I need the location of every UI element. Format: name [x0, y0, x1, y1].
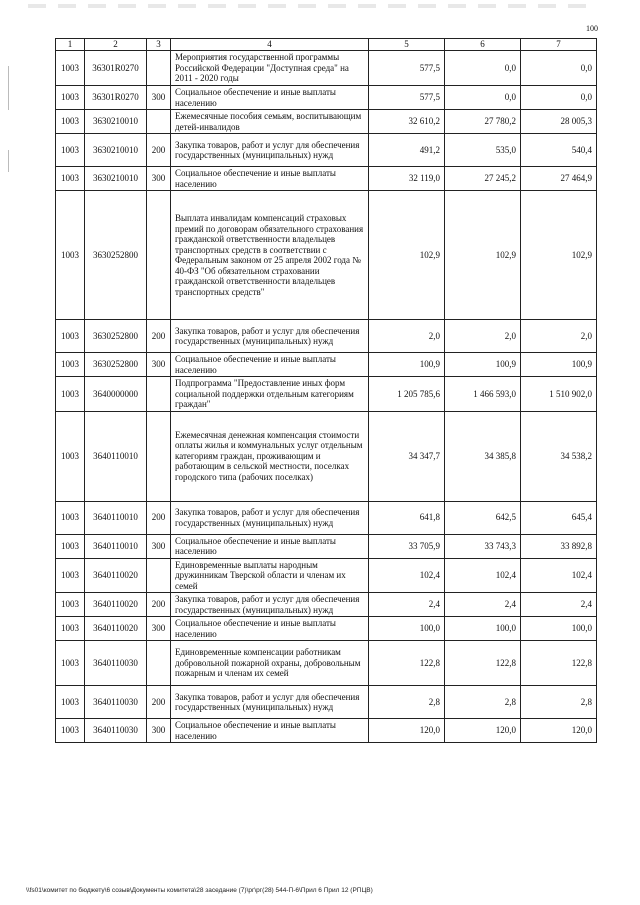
cell-description: Социальное обеспечение и иные выплаты населению [171, 167, 369, 191]
cell-target-article: 3640110020 [85, 617, 147, 641]
cell-section-code: 1003 [56, 167, 85, 191]
cell-amount-year-3: 27 464,9 [521, 167, 597, 191]
table-row [56, 377, 597, 412]
cell-target-article: 3630210010 [85, 134, 147, 167]
cell-target-article: 3630210010 [85, 167, 147, 191]
cell-target-article: 3640110020 [85, 593, 147, 617]
cell-amount-year-2: 100,0 [445, 617, 521, 641]
cell-expense-type [147, 377, 171, 412]
col-header-7: 7 [521, 39, 597, 51]
table-row [56, 191, 597, 320]
table-row [56, 411, 597, 501]
col-header-4: 4 [171, 39, 369, 51]
cell-description: Социальное обеспечение и иные выплаты населению [171, 719, 369, 743]
cell-amount-year-3: 2,0 [521, 320, 597, 353]
cell-section-code: 1003 [56, 617, 85, 641]
scan-artifact [28, 4, 598, 8]
table-row [56, 353, 597, 377]
cell-description: Ежемесячная денежная компенсация стоимости оплаты жилья и коммунальных услуг отдельным категориям граждан, проживающим и работающим в сельской местности, поселках городского типа (рабочих поселках) [171, 411, 369, 501]
cell-expense-type: 200 [147, 593, 171, 617]
cell-expense-type: 300 [147, 353, 171, 377]
cell-section-code: 1003 [56, 719, 85, 743]
table-row [56, 134, 597, 167]
cell-amount-year-3: 2,4 [521, 593, 597, 617]
cell-section-code: 1003 [56, 320, 85, 353]
table-row [56, 558, 597, 593]
cell-amount-year-1: 32 610,2 [369, 110, 445, 134]
cell-amount-year-2: 2,0 [445, 320, 521, 353]
cell-target-article: 3630252800 [85, 191, 147, 320]
cell-expense-type: 300 [147, 617, 171, 641]
cell-amount-year-2: 122,8 [445, 641, 521, 686]
budget-table [55, 38, 597, 743]
cell-amount-year-3: 28 005,3 [521, 110, 597, 134]
cell-description: Подпрограмма "Предоставление иных форм социальной поддержки отдельным категориям граждан" [171, 377, 369, 412]
cell-target-article: 3640000000 [85, 377, 147, 412]
cell-section-code: 1003 [56, 593, 85, 617]
cell-amount-year-1: 120,0 [369, 719, 445, 743]
cell-amount-year-2: 120,0 [445, 719, 521, 743]
cell-section-code: 1003 [56, 411, 85, 501]
cell-amount-year-1: 33 705,9 [369, 534, 445, 558]
col-header-6: 6 [445, 39, 521, 51]
cell-amount-year-3: 100,9 [521, 353, 597, 377]
col-header-5: 5 [369, 39, 445, 51]
cell-description: Закупка товаров, работ и услуг для обеспечения государственных (муниципальных) нужд [171, 686, 369, 719]
cell-amount-year-2: 535,0 [445, 134, 521, 167]
cell-amount-year-2: 1 466 593,0 [445, 377, 521, 412]
cell-amount-year-2: 2,8 [445, 686, 521, 719]
cell-target-article: 3630252800 [85, 320, 147, 353]
cell-amount-year-2: 102,4 [445, 558, 521, 593]
cell-amount-year-2: 102,9 [445, 191, 521, 320]
cell-amount-year-3: 540,4 [521, 134, 597, 167]
cell-expense-type [147, 51, 171, 86]
cell-expense-type: 200 [147, 686, 171, 719]
cell-description: Единовременные компенсации работникам добровольной пожарной охраны, добровольным пожарным и членам их семей [171, 641, 369, 686]
cell-description: Закупка товаров, работ и услуг для обеспечения государственных (муниципальных) нужд [171, 501, 369, 534]
cell-amount-year-1: 577,5 [369, 51, 445, 86]
cell-amount-year-3: 102,9 [521, 191, 597, 320]
cell-expense-type: 300 [147, 719, 171, 743]
cell-amount-year-2: 0,0 [445, 51, 521, 86]
cell-amount-year-2: 100,9 [445, 353, 521, 377]
cell-amount-year-2: 2,4 [445, 593, 521, 617]
cell-expense-type [147, 411, 171, 501]
cell-amount-year-1: 102,9 [369, 191, 445, 320]
cell-target-article: 36301R0270 [85, 86, 147, 110]
cell-section-code: 1003 [56, 353, 85, 377]
col-header-2: 2 [85, 39, 147, 51]
cell-expense-type: 300 [147, 86, 171, 110]
cell-description: Социальное обеспечение и иные выплаты населению [171, 534, 369, 558]
cell-description: Выплата инвалидам компенсаций страховых премий по договорам обязательного страхования гражданской ответственности владельцев транспортных средств в соответствии с Федеральным законом от 25 апреля 2002 года № 40-ФЗ "Об обязательном страховании гражданской ответственности владельцев транспортных средств" [171, 191, 369, 320]
cell-amount-year-2: 0,0 [445, 86, 521, 110]
cell-amount-year-1: 1 205 785,6 [369, 377, 445, 412]
cell-expense-type [147, 641, 171, 686]
col-header-1: 1 [56, 39, 85, 51]
cell-description: Социальное обеспечение и иные выплаты населению [171, 617, 369, 641]
table-row [56, 501, 597, 534]
cell-amount-year-1: 32 119,0 [369, 167, 445, 191]
cell-amount-year-3: 122,8 [521, 641, 597, 686]
cell-target-article: 3630210010 [85, 110, 147, 134]
cell-target-article: 3640110020 [85, 558, 147, 593]
cell-expense-type [147, 191, 171, 320]
cell-amount-year-3: 100,0 [521, 617, 597, 641]
cell-section-code: 1003 [56, 534, 85, 558]
cell-amount-year-3: 33 892,8 [521, 534, 597, 558]
cell-amount-year-1: 100,9 [369, 353, 445, 377]
cell-description: Закупка товаров, работ и услуг для обеспечения государственных (муниципальных) нужд [171, 320, 369, 353]
col-header-3: 3 [147, 39, 171, 51]
cell-description: Закупка товаров, работ и услуг для обеспечения государственных (муниципальных) нужд [171, 593, 369, 617]
cell-expense-type [147, 558, 171, 593]
cell-section-code: 1003 [56, 51, 85, 86]
cell-amount-year-3: 645,4 [521, 501, 597, 534]
cell-amount-year-2: 27 780,2 [445, 110, 521, 134]
cell-amount-year-1: 641,8 [369, 501, 445, 534]
cell-description: Единовременные выплаты народным дружинникам Тверской области и членам их семей [171, 558, 369, 593]
table-row [56, 86, 597, 110]
cell-section-code: 1003 [56, 377, 85, 412]
cell-amount-year-1: 2,8 [369, 686, 445, 719]
cell-amount-year-2: 33 743,3 [445, 534, 521, 558]
cell-amount-year-1: 102,4 [369, 558, 445, 593]
cell-expense-type: 300 [147, 534, 171, 558]
cell-section-code: 1003 [56, 501, 85, 534]
cell-amount-year-3: 0,0 [521, 86, 597, 110]
margin-mark [8, 150, 9, 172]
cell-section-code: 1003 [56, 134, 85, 167]
table-row [56, 110, 597, 134]
cell-section-code: 1003 [56, 686, 85, 719]
cell-section-code: 1003 [56, 86, 85, 110]
cell-target-article: 3640110010 [85, 411, 147, 501]
table-row [56, 593, 597, 617]
cell-expense-type: 200 [147, 501, 171, 534]
cell-expense-type [147, 110, 171, 134]
table-row [56, 167, 597, 191]
cell-amount-year-3: 2,8 [521, 686, 597, 719]
cell-amount-year-3: 1 510 902,0 [521, 377, 597, 412]
cell-amount-year-1: 34 347,7 [369, 411, 445, 501]
cell-amount-year-3: 34 538,2 [521, 411, 597, 501]
cell-target-article: 3640110010 [85, 501, 147, 534]
cell-amount-year-2: 34 385,8 [445, 411, 521, 501]
cell-target-article: 36301R0270 [85, 51, 147, 86]
page-number: 100 [586, 24, 598, 33]
cell-expense-type: 300 [147, 167, 171, 191]
header-row [56, 39, 597, 51]
table-row [56, 617, 597, 641]
cell-target-article: 3640110010 [85, 534, 147, 558]
cell-section-code: 1003 [56, 641, 85, 686]
cell-amount-year-2: 27 245,2 [445, 167, 521, 191]
cell-description: Закупка товаров, работ и услуг для обеспечения государственных (муниципальных) нужд [171, 134, 369, 167]
table-row [56, 51, 597, 86]
cell-amount-year-1: 2,4 [369, 593, 445, 617]
margin-mark [8, 66, 9, 110]
cell-expense-type: 200 [147, 320, 171, 353]
cell-amount-year-1: 491,2 [369, 134, 445, 167]
cell-amount-year-1: 2,0 [369, 320, 445, 353]
table-row [56, 641, 597, 686]
table-row [56, 534, 597, 558]
cell-section-code: 1003 [56, 558, 85, 593]
table-row [56, 719, 597, 743]
cell-target-article: 3640110030 [85, 719, 147, 743]
cell-target-article: 3640110030 [85, 641, 147, 686]
cell-description: Социальное обеспечение и иные выплаты населению [171, 86, 369, 110]
cell-target-article: 3640110030 [85, 686, 147, 719]
cell-target-article: 3630252800 [85, 353, 147, 377]
cell-amount-year-3: 120,0 [521, 719, 597, 743]
cell-description: Социальное обеспечение и иные выплаты населению [171, 353, 369, 377]
cell-section-code: 1003 [56, 191, 85, 320]
cell-section-code: 1003 [56, 110, 85, 134]
table-row [56, 686, 597, 719]
cell-expense-type: 200 [147, 134, 171, 167]
table-row [56, 320, 597, 353]
cell-description: Ежемесячные пособия семьям, воспитывающим детей-инвалидов [171, 110, 369, 134]
cell-amount-year-1: 122,8 [369, 641, 445, 686]
file-path-footer: \\fs01\комитет по бюджету\6 созыв\Документы комитета\28 заседание (7)\рг\рг(28) 544-П-6\Прил 6 Прил 12 (РПЦВ) [26, 887, 373, 894]
cell-amount-year-1: 577,5 [369, 86, 445, 110]
cell-amount-year-2: 642,5 [445, 501, 521, 534]
cell-amount-year-3: 0,0 [521, 51, 597, 86]
cell-description: Мероприятия государственной программы Российской Федерации "Доступная среда" на 2011 - 2020 годы [171, 51, 369, 86]
cell-amount-year-3: 102,4 [521, 558, 597, 593]
cell-amount-year-1: 100,0 [369, 617, 445, 641]
